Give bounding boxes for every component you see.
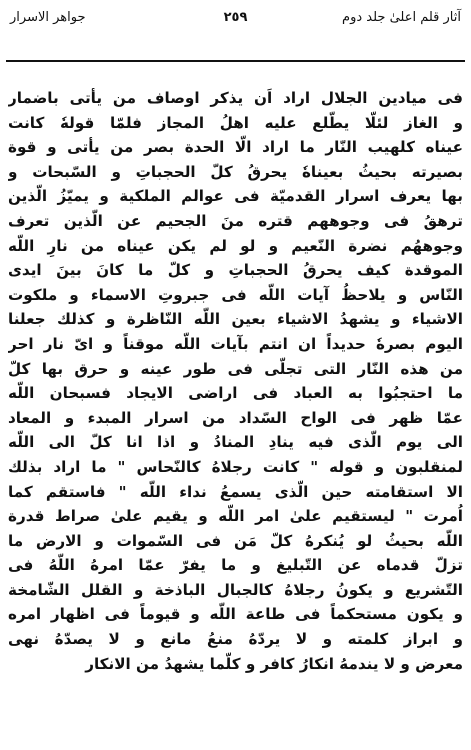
text-line: ترهقُ فى وجوههم قتره منَ الجحيم عن الّذين تعرف [8,211,463,230]
text-line: الاشياء و يشهدُ الاشياء بعين اللّه النّاظرة و كذلك جعلنا [8,310,463,329]
page-number: ٢٥٩ [223,10,248,25]
text-line: الموقدة كيف يحرقُ الحجباتِ و كلّ ما كانَ بينَ ايدى [8,261,463,280]
text-line: اليوم بصرهٗ حديداً ان انتم بآيات اللّه موقناً و اىّ نار احر [8,334,463,353]
text-line: تزلّ قدماه عن التّبليغ و ما يفرّ عمّا امرهُ اللّهُ فى [8,556,463,575]
text-line: و الغاز لئلّا يطّلع عليه اهلُ المجاز فلمّا قولهٗ كانت [8,113,463,132]
text-line: عيناه كلهيب النّار ما اراد الّا الحدة بصر من يأتى و قوة [8,138,463,157]
section-title: جواهر الاسرار [10,10,86,25]
text-line: و ابراز كلمته و لا يردّهُ منعُ مانع و لا يصدّهُ نهى [8,630,463,649]
text-line: التّشريع و يكونُ رجلاهُ كالجبال الباذخة و القلل الشّامخة [8,580,463,599]
text-line: عمّا ظهر فى الواح السّداد من اسرار المبدء و المعاد [8,408,463,427]
text-line: وجوههُم نضرة النّعيم و لو لم يكن عيناه من نارِ اللّه [8,236,463,255]
text-line: بها يعرف اسرار القدميّة فى عوالم الملكية و يميّزُ الّذين [8,187,463,206]
text-line: فى ميادين الجلال اراد اَن يذكر اوصاف من يأتى باضمار [8,89,463,107]
header-rule [6,60,465,62]
book-title: آثار قلم اعلىٰ جلد دوم [342,10,461,25]
text-line: بصيرته بحيثُ بعيناهٗ يحرقُ كلّ الحجباتِ و السّبحات و [8,162,463,181]
text-line: اللّه بحيثُ لو يُنكرهُ كلّ مَن فى السّموات و الارض ما [8,531,463,550]
text-line: من هذه النّار التى تجلّى فى طور عينه و حرق بها كلّ [8,359,463,378]
page-header [10,8,461,36]
text-line: الا استقامته حين الّذى يسمعُ نداء اللّه " فاستقم كما [8,482,463,501]
text-line: معرض و لا يندمهُ انكارُ كافر و كلّما يشهدُ من الانكار [85,654,463,673]
text-line: لمنقلبون و قوله " كانت رجلاهُ كالنّحاس " ما اراد بذلك [8,457,463,476]
text-line: الى يوم الّذى فيه ينادِ المنادُ و اذا انا كلّ الى اللّه [8,433,463,452]
page-body-text [8,86,463,676]
text-line: النّاس و يلاحظُ آيات اللّه فى جبروتِ الاسماء و ملكوت [8,285,463,304]
text-line: اُمرت " ليستقيم علىٰ امر اللّه و يقيم علىٰ صراط قدرة [8,507,463,526]
text-line: و يكون مستحكماً فى طاعة اللّه و قيوماً فى اظهار امره [8,605,463,624]
text-line: ما احتجبُوا به العباد فى اراضى الايجاد فسبحان اللّه [8,384,463,403]
